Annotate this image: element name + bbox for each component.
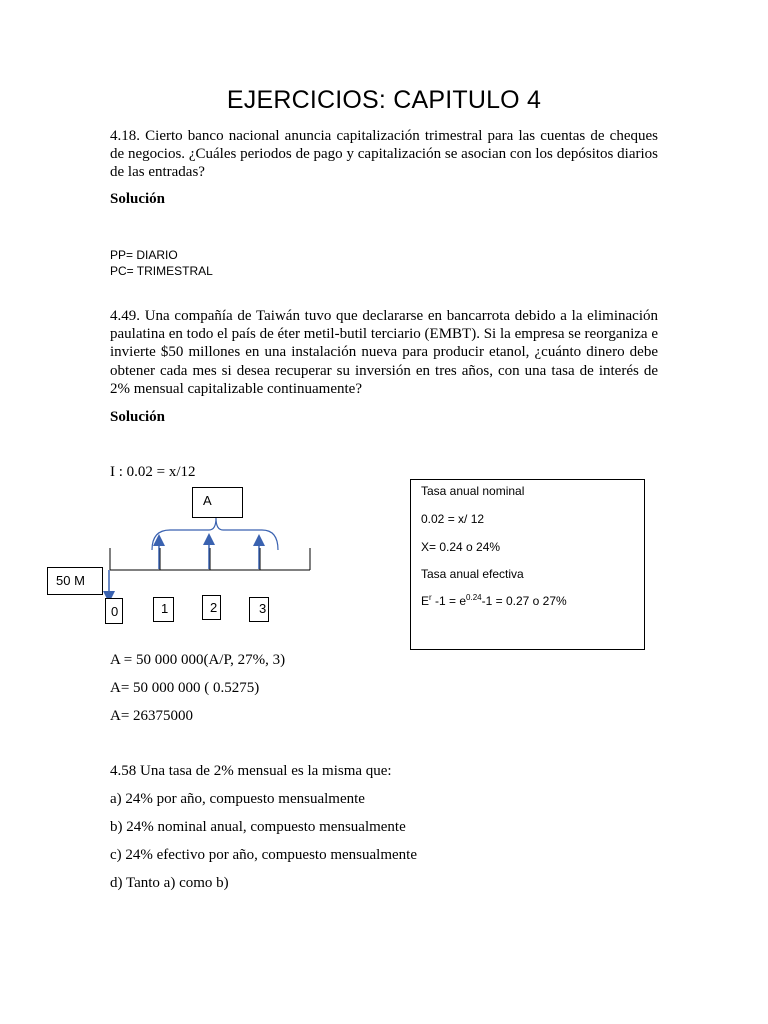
- exercise-4-18-solution-label: Solución: [110, 191, 166, 207]
- effective-rate-exponent: r: [429, 593, 432, 602]
- option-b: b) 24% nominal anual, compuesto mensualmente: [110, 819, 406, 835]
- e-exponent: 0.24: [466, 593, 482, 602]
- exercise-4-58-question: 4.58 Una tasa de 2% mensual es la misma que:: [110, 763, 392, 779]
- calc-line-1: A = 50 000 000(A/P, 27%, 3): [110, 652, 286, 668]
- annuity-label: A: [203, 493, 212, 508]
- period-label-3: 3: [259, 601, 267, 616]
- exercise-4-49-question: 4.49. Una compañía de Taiwán tuvo que declararse en bancarrota debido a la eliminación paulatina en todo el país de éter metil-butil terciario (EMBT). Si la empresa se reorganiza e invierte $50 millones en una instalación nueva para producir etanol, ¿cuánto dinero debe obtener cada mes si desea recuperar su inversión en tres años, con una tasa de interés de 2% mensual capitalizable continuamente?: [110, 308, 658, 397]
- period-label-2: 2: [210, 600, 218, 615]
- nominal-rate-heading: Tasa anual nominal: [421, 484, 525, 498]
- period-label-1: 1: [161, 601, 169, 616]
- exercise-4-49-solution-label: Solución: [110, 409, 166, 425]
- option-d: d) Tanto a) como b): [110, 875, 229, 891]
- option-a: a) 24% por año, compuesto mensualmente: [110, 791, 365, 807]
- payment-period-answer: PP= DIARIO: [110, 248, 178, 262]
- period-box-0: [105, 598, 123, 624]
- page-title: EJERCICIOS: CAPITULO 4: [226, 86, 542, 114]
- nominal-rate-result: X= 0.24 o 24%: [421, 540, 501, 554]
- annuity-label-box: [192, 487, 243, 518]
- rate-conversion-box: [410, 479, 645, 650]
- effective-rate-symbol: E: [421, 594, 430, 608]
- effective-rate-part: -1 = e: [431, 594, 467, 608]
- period-box-1: [153, 597, 174, 622]
- present-value-box: [47, 567, 103, 595]
- option-c: c) 24% efectivo por año, compuesto mensualmente: [110, 847, 417, 863]
- compounding-period-answer: PC= TRIMESTRAL: [110, 264, 213, 278]
- effective-rate-heading: Tasa anual efectiva: [421, 567, 524, 581]
- calc-line-2: A= 50 000 000 ( 0.5275): [110, 680, 260, 696]
- present-value-label: 50 M: [56, 573, 85, 588]
- effective-rate-result: -1 = 0.27 o 27%: [481, 594, 567, 608]
- calc-line-3: A= 26375000: [110, 708, 194, 724]
- effective-rate-equation: [421, 593, 567, 608]
- monthly-rate-equation: I : 0.02 = x/12: [110, 464, 196, 480]
- period-box-3: [249, 597, 269, 622]
- nominal-rate-equation: 0.02 = x/ 12: [421, 512, 485, 526]
- exercise-4-18-question: 4.18. Cierto banco nacional anuncia capitalización trimestral para las cuentas de cheques de negocios. ¿Cuáles periodos de pago y capitalización se asocian con los depósitos diarios de las entradas?: [110, 128, 658, 181]
- period-label-0: 0: [111, 604, 119, 619]
- period-box-2: [202, 595, 221, 620]
